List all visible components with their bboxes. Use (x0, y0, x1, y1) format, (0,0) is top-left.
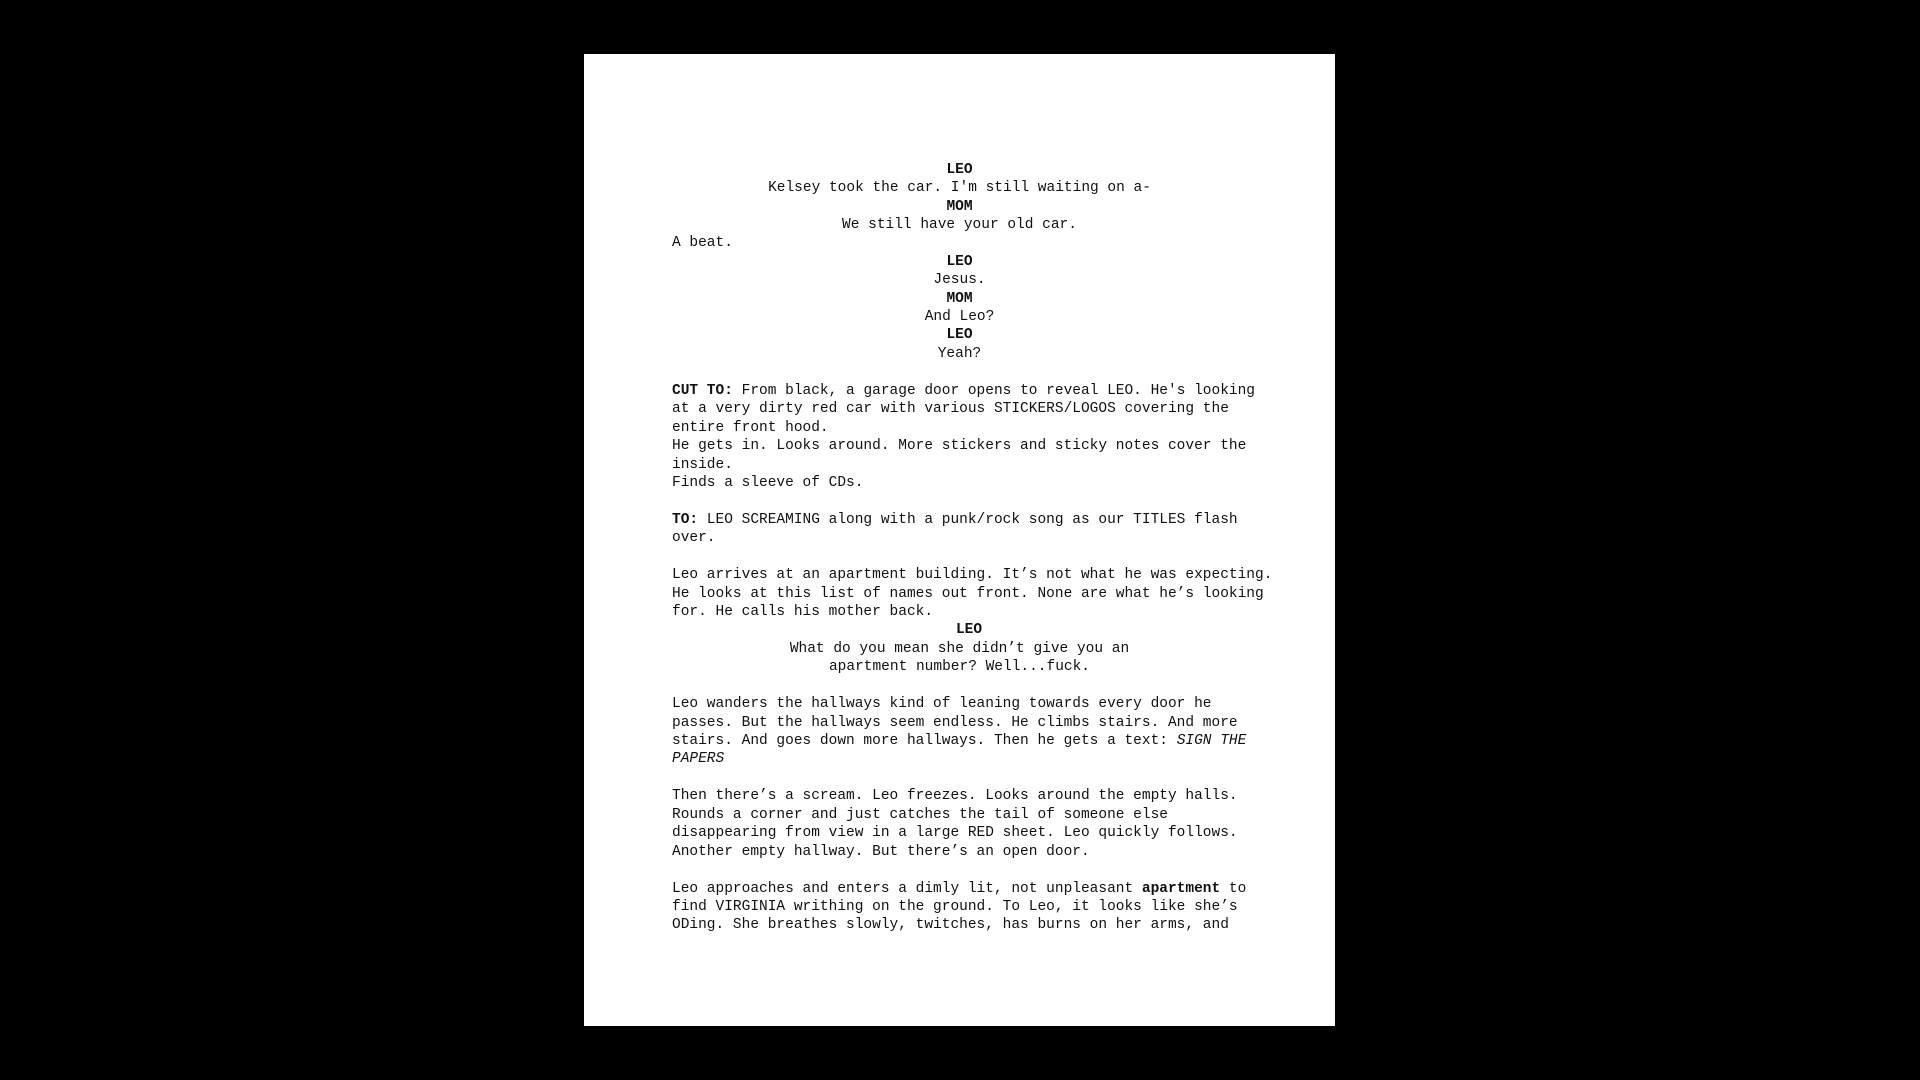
action-line: Leo arrives at an apartment building. It’s not what he was expecting. (672, 567, 1273, 583)
action-text: stairs. And goes down more hallways. Then he gets a text: (672, 733, 1177, 749)
dialogue-line: Jesus. (933, 272, 986, 288)
action-line (672, 511, 1238, 529)
character-name: LEO (955, 622, 983, 638)
dialogue-line: Kelsey took the car. I'm still waiting on a- (768, 180, 1151, 196)
emphasis-text: apartment (1141, 881, 1221, 897)
action-line (672, 880, 1246, 898)
text-message: PAPERS (672, 751, 725, 767)
action-text: Leo approaches and enters a dimly lit, not unpleasant (672, 881, 1142, 897)
character-name: MOM (946, 291, 973, 307)
action-line (672, 732, 1246, 750)
action-text: to (1220, 881, 1247, 897)
dialogue-line: And Leo? (924, 309, 995, 325)
action-line (672, 382, 1255, 400)
action-line: Another empty hallway. But there’s an open door. (672, 844, 1090, 860)
action-line: He gets in. Looks around. More stickers and sticky notes cover the (672, 438, 1247, 454)
dialogue-line: We still have your old car. (842, 217, 1077, 233)
action-line: A beat. (672, 235, 733, 251)
character-name: MOM (946, 199, 973, 215)
action-line: find VIRGINIA writhing on the ground. To Leo, it looks like she’s (672, 899, 1238, 915)
action-line: Rounds a corner and just catches the tail of someone else (672, 807, 1168, 823)
dialogue-line: Yeah? (937, 346, 982, 362)
action-text: LEO SCREAMING along with a punk/rock song as our TITLES flash (698, 512, 1238, 528)
transition-label: TO: (672, 512, 699, 528)
character-name: LEO (946, 327, 973, 343)
action-line: Leo wanders the hallways kind of leaning towards every door he (672, 696, 1212, 712)
character-name: LEO (946, 254, 973, 270)
action-line: Finds a sleeve of CDs. (672, 475, 864, 491)
action-line: passes. But the hallways seem endless. He climbs stairs. And more (672, 715, 1238, 731)
text-message: SIGN THE (1176, 733, 1247, 749)
dialogue-line: apartment number? Well...fuck. (828, 659, 1091, 675)
action-line: inside. (672, 457, 733, 473)
script-page (584, 54, 1335, 1026)
action-line: He looks at this list of names out front. None are what he’s looking (672, 586, 1264, 602)
action-line: for. He calls his mother back. (672, 604, 934, 620)
dialogue-line: What do you mean she didn’t give you an (789, 641, 1130, 657)
action-line: ODing. She breathes slowly, twitches, has burns on her arms, and (672, 917, 1229, 933)
action-line: at a very dirty red car with various STICKERS/LOGOS covering the (672, 401, 1229, 417)
action-text: From black, a garage door opens to reveal LEO. He's looking (732, 383, 1256, 399)
action-line: Then there’s a scream. Leo freezes. Looks around the empty halls. (672, 788, 1238, 804)
transition-label: CUT TO: (672, 383, 733, 399)
character-name: LEO (946, 162, 973, 178)
action-line: over. (672, 530, 716, 546)
action-line: entire front hood. (672, 420, 829, 436)
action-line: disappearing from view in a large RED sheet. Leo quickly follows. (672, 825, 1238, 841)
